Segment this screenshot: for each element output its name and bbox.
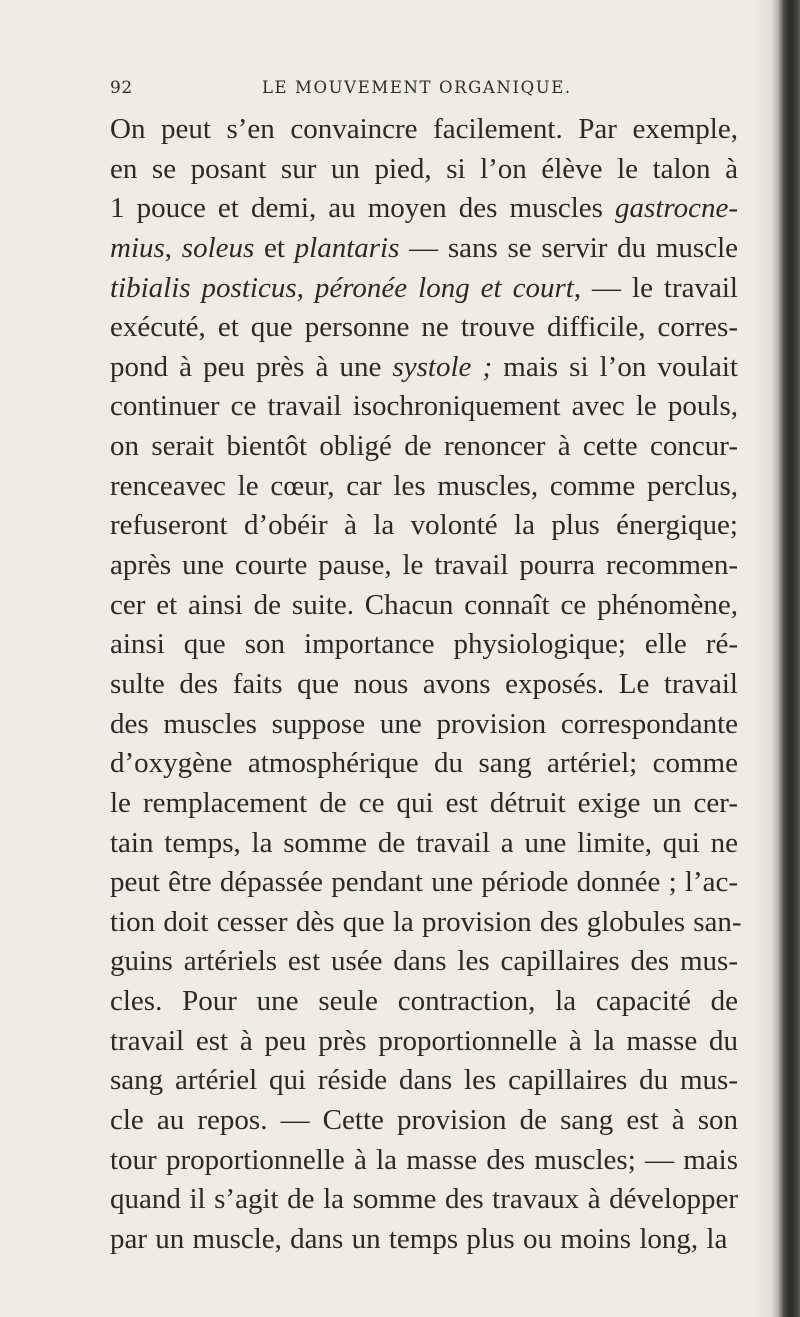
text-run: — sans se servir du muscle	[399, 231, 739, 264]
italic-term: mius	[110, 231, 165, 264]
text-line	[110, 824, 738, 864]
text-run: ,	[164, 231, 182, 264]
text-line	[110, 269, 738, 309]
text-run: après une courte pause, le travail pourra recommen-	[110, 549, 738, 582]
text-line	[110, 229, 738, 269]
text-line	[110, 625, 738, 665]
text-line	[110, 784, 738, 824]
italic-term: systole ;	[392, 350, 493, 383]
text-run: des muscles suppose une provision correspondante	[110, 707, 738, 740]
book-binding-edge	[770, 0, 800, 1317]
text-line	[110, 1101, 738, 1141]
text-run: tain temps, la somme de travail a une limite, qui ne	[110, 826, 738, 859]
text-line	[110, 942, 738, 982]
text-line	[110, 586, 738, 626]
text-run: par un muscle, dans un temps plus ou moins long, la	[110, 1222, 728, 1255]
binding-shadow	[754, 0, 770, 1317]
text-run: sang artériel qui réside dans les capillaires du mus-	[110, 1064, 738, 1097]
text-run: guins artériels est usée dans les capillaires des mus-	[110, 945, 738, 978]
text-run: pond à peu près à une	[110, 350, 393, 383]
text-line	[110, 1061, 738, 1101]
text-line	[110, 546, 738, 586]
text-line	[110, 1180, 738, 1220]
text-line	[110, 982, 738, 1022]
text-run: renceavec le cœur, car les muscles, comme perclus,	[110, 469, 738, 502]
text-run: quand il s’agit de la somme des travaux à développer	[110, 1183, 738, 1216]
text-run: tour proportionnelle à la masse des muscles; — mais	[110, 1143, 738, 1176]
page-header	[110, 78, 738, 108]
text-run: ainsi que son importance physiologique; elle ré-	[110, 628, 738, 661]
text-run: 1 pouce et demi, au moyen des muscles	[110, 192, 616, 225]
text-run: , — le travail	[573, 271, 738, 304]
text-line	[110, 1022, 738, 1062]
running-title: LE MOUVEMENT ORGANIQUE.	[262, 78, 572, 97]
text-line	[110, 308, 738, 348]
text-run: ,	[296, 271, 315, 304]
text-line	[110, 665, 738, 705]
text-run: continuer ce travail isochroniquement avec le pouls,	[110, 390, 738, 423]
text-line	[110, 427, 738, 467]
text-line	[110, 1141, 738, 1181]
text-line	[110, 705, 738, 745]
italic-term: péronée long et court	[314, 271, 574, 304]
text-run: et	[254, 231, 295, 264]
text-run: d’oxygène atmosphérique du sang artériel; comme	[110, 747, 738, 780]
text-line	[110, 744, 738, 784]
italic-term: tibialis posticus	[110, 271, 297, 304]
text-run: cer et ainsi de suite. Chacun connaît ce phénomène,	[110, 588, 738, 621]
text-run: mais si l’on voulait	[492, 350, 738, 383]
italic-term: gastrocne-	[615, 192, 738, 225]
text-line	[110, 387, 738, 427]
italic-term: plantaris	[294, 231, 400, 264]
text-run: le remplacement de ce qui est détruit exige un cer-	[110, 786, 738, 819]
text-line	[110, 467, 738, 507]
text-line	[110, 189, 738, 229]
text-run: tion doit cesser dès que la provision des globules san-	[110, 905, 742, 938]
text-line	[110, 506, 738, 546]
text-run: en se posant sur un pied, si l’on élève le talon à	[110, 152, 738, 185]
text-run: on serait bientôt obligé de renoncer à cette concur-	[110, 430, 738, 463]
text-line	[110, 348, 738, 388]
body-paragraph	[110, 110, 742, 1260]
italic-term: soleus	[181, 231, 255, 264]
text-run: travail est à peu près proportionnelle à la masse du	[110, 1024, 738, 1057]
text-line	[110, 150, 738, 190]
text-run: exécuté, et que personne ne trouve difficile, corres-	[110, 311, 738, 344]
text-run: peut être dépassée pendant une période donnée ; l’ac-	[110, 866, 738, 899]
text-run: On peut s’en convaincre facilement. Par exemple,	[110, 113, 738, 145]
text-run: refuseront d’obéir à la volonté la plus énergique;	[110, 509, 738, 542]
text-run: sulte des faits que nous avons exposés. Le travail	[110, 667, 738, 700]
text-line	[110, 1220, 738, 1260]
text-line	[110, 863, 738, 903]
page-number: 92	[110, 78, 133, 98]
text-line	[110, 110, 738, 150]
text-run: cle au repos. — Cette provision de sang est à son	[110, 1104, 738, 1137]
text-run: cles. Pour une seule contraction, la capacité de	[110, 985, 738, 1018]
text-line	[110, 903, 742, 943]
